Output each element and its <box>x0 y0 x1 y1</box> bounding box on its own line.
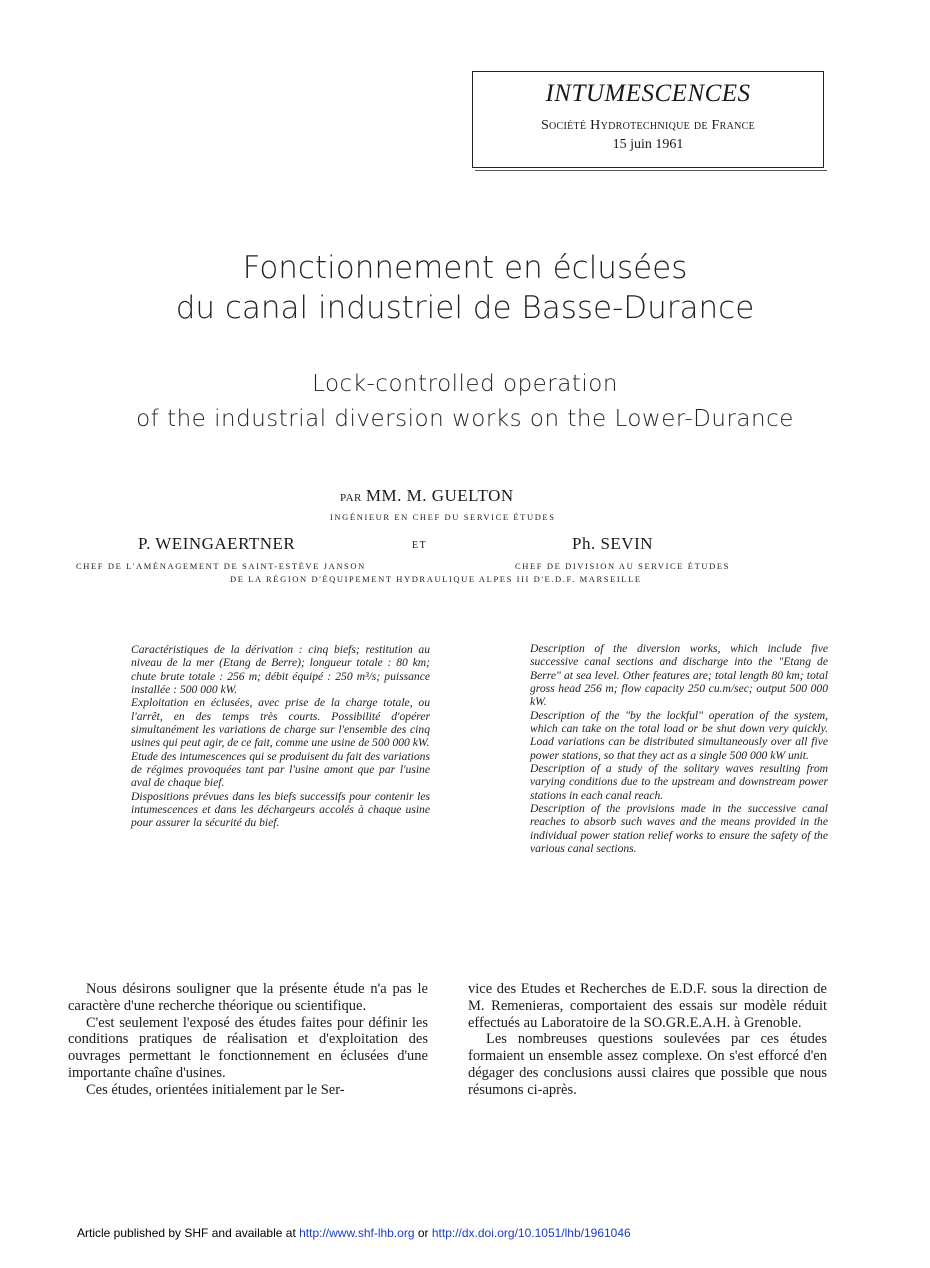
author-2-role-line-1: CHEF DE L'AMÉNAGEMENT DE SAINT-ESTÈVE JANSON <box>76 561 366 571</box>
journal-title: INTUMESCENCES <box>545 80 751 107</box>
journal-header-box <box>472 71 824 168</box>
body-paragraph: vice des Etudes et Recherches de E.D.F. sous la direction de M. Remenieras, comportaient des essais sur modèle réduit effectués au Laboratoire de la SO.GR.E.A.H. à Grenoble. <box>468 981 827 1031</box>
abstract-en-paragraph: Description of the diversion works, which include five successive canal sections and discharge into the "Etang de Berre" at sea level. Other features are; total length 80 km; total gross head 256 m; flow capacity 250 cu.m/sec; output 500 000 kW. <box>530 642 828 709</box>
abstract-fr-paragraph: Caractéristiques de la dérivation : cinq biefs; restitution au niveau de la mer (Etang de Berre); longueur totale : 80 km; chute brute totale : 256 m; débit équipé : 250 m³/s; puissance installée : 500 000 kW. <box>131 643 430 697</box>
footer-citation <box>77 1226 631 1240</box>
abstract-en-paragraph: Description of a study of the solitary waves resulting from varying conditions due to the upstream and downstream power stations in each canal reach. <box>530 762 828 802</box>
journal-society: Société Hydrotechnique de France <box>540 118 756 133</box>
author-2-role-line-2: DE LA RÉGION D'ÉQUIPEMENT HYDRAULIQUE ALPES III D'E.D.F. MARSEILLE <box>230 574 642 584</box>
and-word: ET <box>412 540 428 551</box>
journal-date: 15 juin 1961 <box>612 137 684 152</box>
body-paragraph: Les nombreuses questions soulevées par ces études formaient un ensemble assez complexe. On s'est efforcé d'en dégager des conclusions aussi claires que possible que nous résumons ci-après. <box>468 1031 827 1098</box>
abstract-en-paragraph: Description of the provisions made in the successive canal reaches to absorb such waves and the means provided in the individual power station relief works to ensure the safety of the various canal sections. <box>530 802 828 856</box>
author-1-role: INGÉNIEUR EN CHEF DU SERVICE ÉTUDES <box>330 512 556 522</box>
french-title-line-1: Fonctionnement en éclusées <box>242 250 688 286</box>
author-1-name: MM. M. GUELTON <box>365 486 514 505</box>
english-title-line-2: of the industrial diversion works on the Lower-Durance <box>136 406 794 432</box>
author-3-role: CHEF DE DIVISION AU SERVICE ÉTUDES <box>515 561 730 571</box>
body-column-left <box>68 981 428 1099</box>
french-title-line-2: du canal industriel de Basse-Durance <box>175 290 755 326</box>
footer-link-doi[interactable]: http://dx.doi.org/10.1051/lhb/1961046 <box>431 1226 631 1240</box>
by-prefix: PAR <box>340 492 362 504</box>
abstract-english <box>530 642 828 856</box>
body-paragraph: C'est seulement l'exposé des études faites pour définir les conditions pratiques de réalisation et d'exploitation des ouvrages permettant le fonctionnement en éclusées d'une importante chaîne d'usines. <box>68 1014 428 1081</box>
abstract-fr-paragraph: Exploitation en éclusées, avec prise de la charge totale, ou l'arrêt, en des temps très courts. Possibilité d'opérer simultanément les variations de charge sur l'ensemble des cinq usines qui peut agir, de ce fait, comme une usine de 500 000 kW. <box>131 696 430 750</box>
author-3-name: Ph. SEVIN <box>572 534 654 553</box>
french-title <box>0 248 930 328</box>
abstract-fr-paragraph: Etude des intumescences qui se produisent du fait des variations de régimes provoquées tant par l'usine amont que par l'usine aval de chaque bief. <box>131 749 430 790</box>
english-title-line-1: Lock-controlled operation <box>312 371 618 397</box>
footer-middle: or <box>414 1226 432 1240</box>
footer-prefix: Article published by SHF and available at <box>77 1226 300 1240</box>
abstract-fr-paragraph: Dispositions prévues dans les biefs successifs pour contenir les intumescences et dans les déchargeurs accolés à chaque usine pour assurer la sécurité du bief. <box>131 789 430 830</box>
footer-link-shf[interactable]: http://www.shf-lhb.org <box>299 1226 415 1240</box>
author-1 <box>340 486 514 506</box>
body-paragraph: Ces études, orientées initialement par le Ser- <box>86 1081 345 1098</box>
author-2-name: P. WEINGAERTNER <box>138 534 296 553</box>
body-paragraph: Nous désirons souligner que la présente étude n'a pas le caractère d'une recherche théorique ou scientifique. <box>68 981 428 1014</box>
abstract-french <box>131 643 430 830</box>
abstract-en-paragraph: Description of the "by the lockful" operation of the system, which can take on the total load or be shut down very quickly. Load variations can be distributed simultaneously over all five power stations, so that they act as a single 500 000 kW unit. <box>530 708 828 762</box>
body-column-right <box>468 981 827 1099</box>
english-title <box>0 367 930 437</box>
